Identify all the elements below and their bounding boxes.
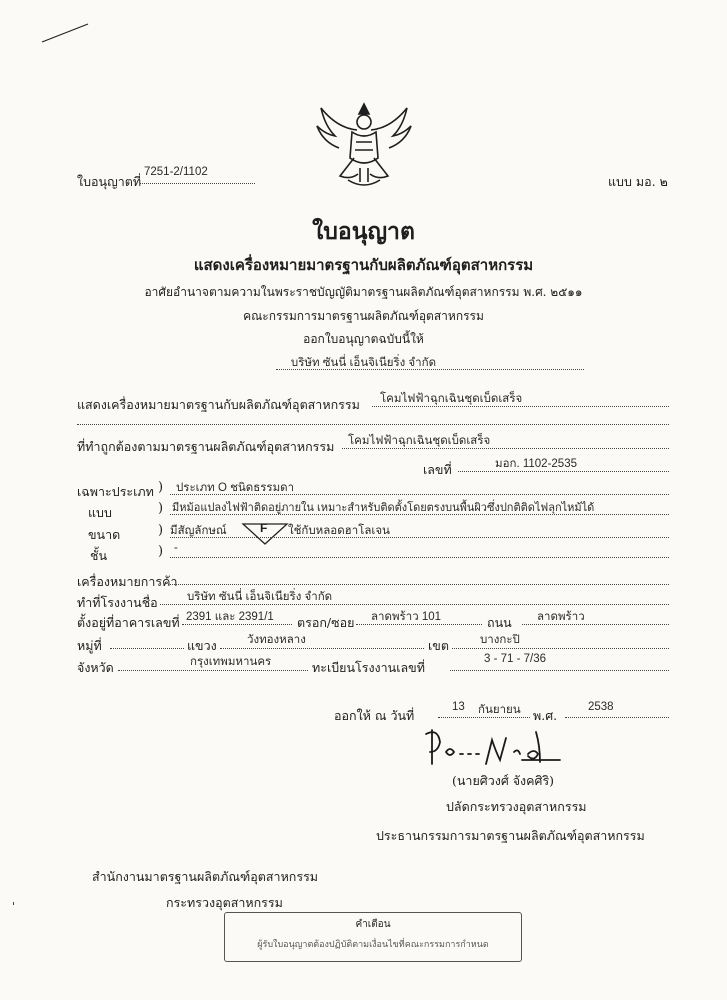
trademark-label: เครื่องหมายการค้า	[77, 574, 178, 589]
issue-date-label: ออกให้ ณ วันที่	[334, 708, 415, 723]
khwaeng-label: แขวง	[187, 638, 217, 653]
signer-position: ปลัดกระทรวงอุตสาหกรรม	[446, 799, 587, 814]
issue-month: กันยายน	[478, 704, 521, 716]
standard-value: โคมไฟฟ้าฉุกเฉินชุดเบ็ดเสร็จ	[348, 435, 491, 447]
office-line2: กระทรวงอุตสาหกรรม	[166, 895, 283, 910]
issue-year: 2538	[588, 701, 614, 713]
reg-label: ทะเบียนโรงงานเลขที่	[312, 660, 425, 675]
notice-title: คำเตือน	[355, 919, 391, 930]
model-label: แบบ	[88, 505, 112, 520]
province-value: กรุงเทพมหานคร	[190, 656, 272, 668]
signer-name: (นายศิวงศ์ จังคศิริ)	[452, 773, 555, 788]
form-code: แบบ มอ. ๒	[608, 174, 668, 189]
issue-year-label: พ.ศ.	[533, 708, 558, 723]
type-label: เฉพาะประเภท	[77, 484, 154, 499]
model-value: มีหม้อแปลงไฟฟ้าติดอยู่ภายใน เหมาะสำหรับติดตั้งโดยตรงบนพื้นผิวซึ่งปกติติดไฟลุกไหม้ได้	[172, 502, 595, 514]
issue-day: 13	[452, 701, 465, 713]
road-value: ลาดพร้าว	[537, 611, 585, 623]
province-label: จังหวัด	[77, 660, 114, 675]
size-value-post: ใช้กับหลอดฮาโลเจน	[288, 525, 390, 537]
authority-line: อาศัยอำนาจตามความในพระราชบัญญัติมาตรฐานผลิตภัณฑ์อุตสาหกรรม พ.ศ. ๒๕๑๑	[144, 285, 583, 299]
moo-label: หมู่ที่	[77, 638, 102, 653]
khwaeng-value: วังทองหลาง	[247, 634, 306, 646]
standard-label: ที่ทำถูกต้องตามมาตรฐานผลิตภัณฑ์อุตสาหกรรม	[77, 439, 335, 454]
product-value: โคมไฟฟ้าฉุกเฉินชุดเบ็ดเสร็จ	[380, 393, 523, 405]
soi-label: ตรอก/ซอย	[297, 615, 355, 630]
garuda-emblem-icon	[308, 98, 420, 194]
grade-label: ชั้น	[90, 548, 108, 563]
signature	[418, 724, 568, 772]
pen-mark	[36, 18, 96, 48]
size-value-pre: มีสัญลักษณ์	[170, 525, 227, 537]
warning-notice	[224, 912, 522, 962]
grade-value: -	[174, 542, 178, 554]
type-value: ประเภท O ชนิดธรรมดา	[176, 482, 295, 494]
factory-name-value: บริษัท ซันนี่ เอ็นจิเนียริ่ง จำกัด	[187, 591, 333, 603]
address-value: 2391 และ 2391/1	[186, 611, 274, 623]
document-title: ใบอนุญาต	[312, 218, 415, 245]
issue-line: ออกใบอนุญาตฉบับนี้ให้	[303, 332, 424, 346]
soi-value: ลาดพร้าว 101	[371, 611, 442, 623]
std-no-label: เลขที่	[423, 462, 452, 477]
product-label: แสดงเครื่องหมายมาตรฐานกับผลิตภัณฑ์อุตสาหกรรม	[77, 397, 360, 412]
reg-value: 3 - 71 - 7/36	[484, 653, 547, 665]
f-mark-letter: F	[260, 521, 268, 535]
size-label: ขนาด	[88, 527, 121, 542]
notice-text: ผู้รับใบอนุญาตต้องปฏิบัติตามเงื่อนไขที่คณะกรรมการกำหนด	[257, 939, 489, 949]
license-no-label: ใบอนุญาตที่	[77, 174, 142, 189]
document-subtitle: แสดงเครื่องหมายมาตรฐานกับผลิตภัณฑ์อุตสาหกรรม	[193, 256, 534, 274]
licensee-company: บริษัท ซันนี่ เอ็นจิเนียริ่ง จำกัด	[290, 357, 437, 369]
khet-label: เขต	[428, 638, 449, 653]
license-no-value: 7251-2/1102	[144, 166, 208, 178]
khet-value: บางกะปิ	[480, 634, 520, 646]
committee-chair: ประธานกรรมการมาตรฐานผลิตภัณฑ์อุตสาหกรรม	[376, 828, 645, 843]
address-label: ตั้งอยู่ที่อาคารเลขที่	[77, 615, 180, 630]
office-line1: สำนักงานมาตรฐานผลิตภัณฑ์อุตสาหกรรม	[92, 869, 319, 884]
road-label: ถนน	[487, 615, 512, 630]
committee-line: คณะกรรมการมาตรฐานผลิตภัณฑ์อุตสาหกรรม	[243, 309, 484, 323]
factory-name-label: ทำที่โรงงานชื่อ	[77, 595, 158, 610]
std-no-value: มอก. 1102-2535	[495, 458, 577, 470]
